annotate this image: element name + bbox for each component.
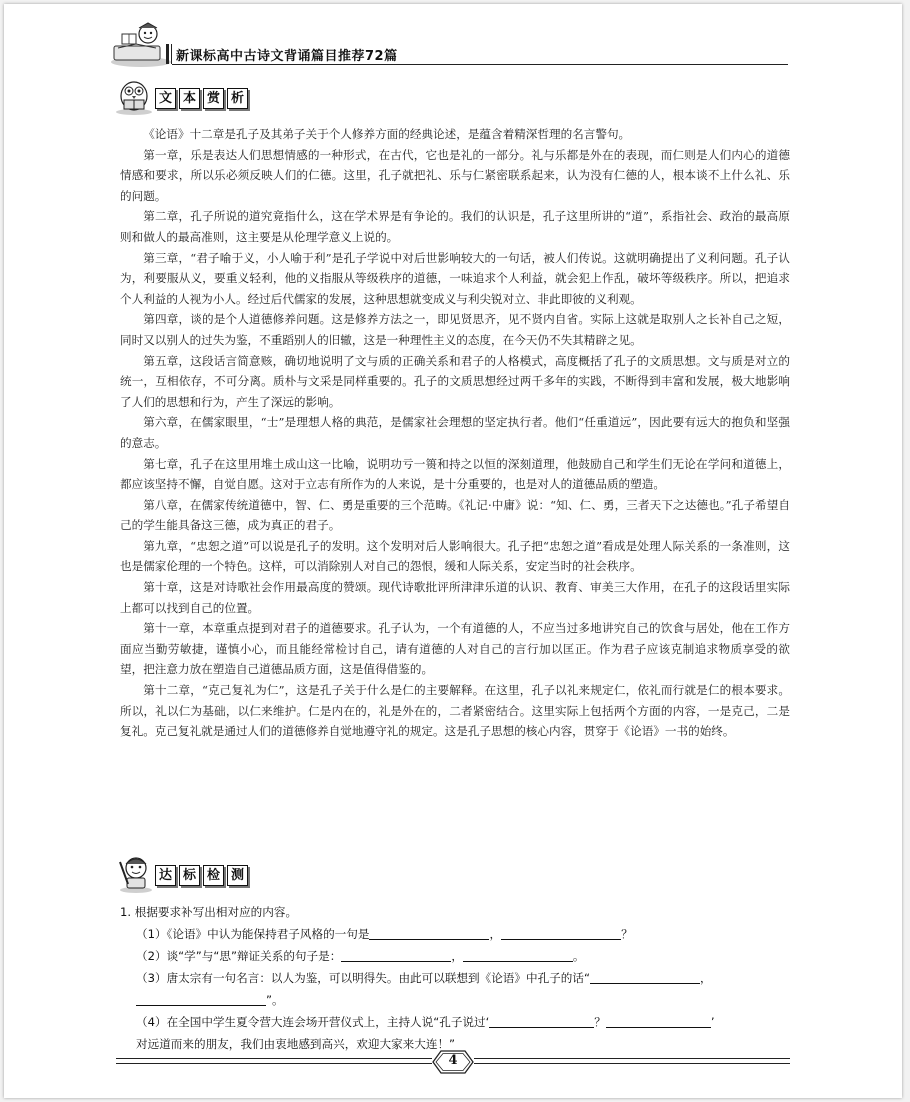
page-number: 4 [448, 1053, 458, 1068]
answer-blank[interactable] [501, 926, 621, 940]
answer-blank[interactable] [369, 926, 489, 940]
answer-blank[interactable] [489, 1014, 594, 1028]
paragraph: 第七章，孔子在这里用堆土成山这一比喻，说明功亏一篑和持之以恒的深刻道理，他鼓励自己和学生们无论在学问和道德上，都应该坚持不懈，自觉自愿。这对于立志有所作为的人来说，是十分重要的，也是对人的道德品质的塑造。 [120, 456, 790, 492]
section-title-char: 标 [179, 865, 200, 886]
section-title-char: 文 [155, 88, 176, 109]
paragraph: 第六章，在儒家眼里，“士”是理想人格的典范，是儒家社会理想的坚定执行者。他们“任重道远”，因此要有远大的抱负和坚强的意志。 [120, 415, 790, 450]
sub-question-text: （4）在全国中学生夏令营大连会场开营仪式上，主持人说“孔子说过‘ [136, 1015, 490, 1029]
footer-rule [474, 1063, 790, 1064]
separator: ？ [594, 1015, 606, 1029]
question-1: 1. 根据要求补写出相对应的内容。 [120, 905, 298, 919]
header-marker-thin [171, 44, 172, 64]
paragraph: 第五章，这段话言简意赅，确切地说明了文与质的正确关系和君子的人格模式，高度概括了孔子的文质思想。文与质是对立的统一，互相依存，不可分离。质朴与文采是同样重要的。孔子的文质思想经过两千多年的实践，不断得到丰富和发展，极大地影响了人们的思想和行为，产生了深远的影响。 [120, 353, 790, 409]
footer-rule [116, 1063, 432, 1064]
section-title-char: 测 [227, 865, 248, 886]
paragraph: 第三章，“君子喻于义，小人喻于利”是孔子学说中对后世影响较大的一句话，被人们传说。这就明确提出了义利问题。孔子认为，利要服从义，要重义轻利，他的义指服从等级秩序的道德，一味追求个人利益，就会犯上作乱，破坏等级秩序。所以，把追求个人利益的人视为小人。经过后代儒家的发展，这种思想就变成义与利尖锐对立、非此即彼的义利观。 [120, 250, 790, 306]
sub-question-continuation: 对远道而来的朋友，我们由衷地感到高兴，欢迎大家来大连！” [136, 1037, 456, 1051]
analysis-body [120, 124, 790, 742]
sub-question-1 [120, 923, 790, 945]
separator: ， [489, 927, 502, 941]
separator: ， [451, 949, 463, 963]
sub-question-text: （2）谈“学”与“思”辩证关系的句子是： [136, 949, 342, 963]
section-title-compliance-test [155, 865, 248, 886]
paragraph: 第十章，这是对诗歌社会作用最高度的赞颂。现代诗歌批评所津津乐道的认识、教育、审美三大作用，在孔子的这段话里实际上都可以找到自己的位置。 [120, 580, 790, 615]
footer-rule [116, 1058, 432, 1059]
owl-reading-icon [112, 76, 156, 116]
page [4, 4, 902, 1098]
quiz-section [120, 901, 790, 1055]
student-pencil-icon [116, 854, 158, 894]
end-mark: ’ [710, 1015, 715, 1029]
answer-blank[interactable] [136, 992, 266, 1006]
section-title-char: 达 [155, 865, 176, 886]
paragraph: 第二章，孔子所说的道究竟指什么，这在学术界是有争论的。我们的认识是，孔子这里所讲的“道”，系指社会、政治的最高原则和做人的最高准则，这主要是从伦理学意义上说的。 [120, 209, 790, 244]
answer-blank[interactable] [606, 1014, 711, 1028]
end-mark: ”。 [266, 993, 284, 1007]
section-title-char: 检 [203, 865, 224, 886]
sub-question-3 [120, 967, 790, 1011]
answer-blank[interactable] [341, 948, 451, 962]
answer-blank[interactable] [590, 970, 700, 984]
section-title-char: 本 [179, 88, 200, 109]
answer-blank[interactable] [463, 948, 573, 962]
section-title-char: 析 [227, 88, 248, 109]
footer-rule [474, 1058, 790, 1059]
paragraph: 第四章，谈的是个人道德修养问题。这是修养方法之一，即见贤思齐，见不贤内自省。实际上这就是取别人之长补自己之短，同时又以别人的过失为鉴，不重蹈别人的旧辙，这是一种理性主义的态度，在今天仍不失其精辟之见。 [120, 312, 790, 347]
sub-question-text: （3）唐太宗有一句名言：以人为鉴，可以明得失。由此可以联想到《论语》中孔子的话“ [136, 971, 590, 985]
paragraph: 第十一章，本章重点提到对君子的道德要求。孔子认为，一个有道德的人，不应当过多地讲究自己的饮食与居处，他在工作方面应当勤劳敏捷，谨慎小心，而且能经常检讨自己，请有道德的人对自己的言行加以匡正。作为君子应该克制追求物质享受的欲望，把注意力放在塑造自己道德品质方面，这是值得借鉴的。 [120, 621, 790, 677]
page-number-badge [431, 1049, 475, 1075]
sub-question-2 [120, 945, 790, 967]
paragraph: 第八章，在儒家传统道德中，智、仁、勇是重要的三个范畴。《礼记·中庸》说：“知、仁、勇，三者天下之达德也。”孔子希望自己的学生能具备这三德，成为真正的君子。 [120, 497, 790, 533]
header-title: 新课标高中古诗文背诵篇目推荐72篇 [176, 49, 398, 64]
section-title-char: 赏 [203, 88, 224, 109]
header-marker [166, 44, 169, 64]
end-mark: 。 [572, 949, 585, 963]
paragraph: 第一章，乐是表达人们思想情感的一种形式，在古代，它也是礼的一部分。礼与乐都是外在的表现，而仁则是人们内心的道德情感和要求，所以乐必须反映人们的仁德。这里，孔子就把礼、乐与仁紧密联系起来，认为没有仁德的人，根本谈不上什么礼、乐的问题。 [120, 147, 790, 203]
paragraph: 《论语》十二章是孔子及其弟子关于个人修养方面的经典论述，是蕴含着精深哲理的名言警句。 [143, 127, 631, 141]
paragraph: 第十二章，“克己复礼为仁”，这是孔子关于什么是仁的主要解释。在这里，孔子以礼来规定仁，依礼而行就是仁的根本要求。所以，礼以仁为基础，以仁来维护。仁是内在的，礼是外在的，二者紧密结合。这里实际上包括两个方面的内容，一是克己，二是复礼。克己复礼就是通过人们的道德修养自觉地遵守礼的规定。这是孔子思想的核心内容，贯穿于《论语》一书的始终。 [120, 683, 790, 739]
paragraph: 第九章，“忠恕之道”可以说是孔子的发明。这个发明对后人影响很大。孔子把“忠恕之道”看成是处理人际关系的一条准则，这也是儒家伦理的一个特色。这样，可以消除别人对自己的怨恨，缓和人际关系，安定当时的社会秩序。 [120, 538, 790, 574]
running-header [172, 44, 788, 65]
end-mark: ？ [621, 927, 633, 941]
sub-question-text: （1）《论语》中认为能保持君子风格的一句是 [136, 927, 370, 941]
separator: ， [699, 971, 712, 985]
section-title-text-analysis [155, 88, 248, 109]
reader-mascot-icon [108, 22, 174, 68]
